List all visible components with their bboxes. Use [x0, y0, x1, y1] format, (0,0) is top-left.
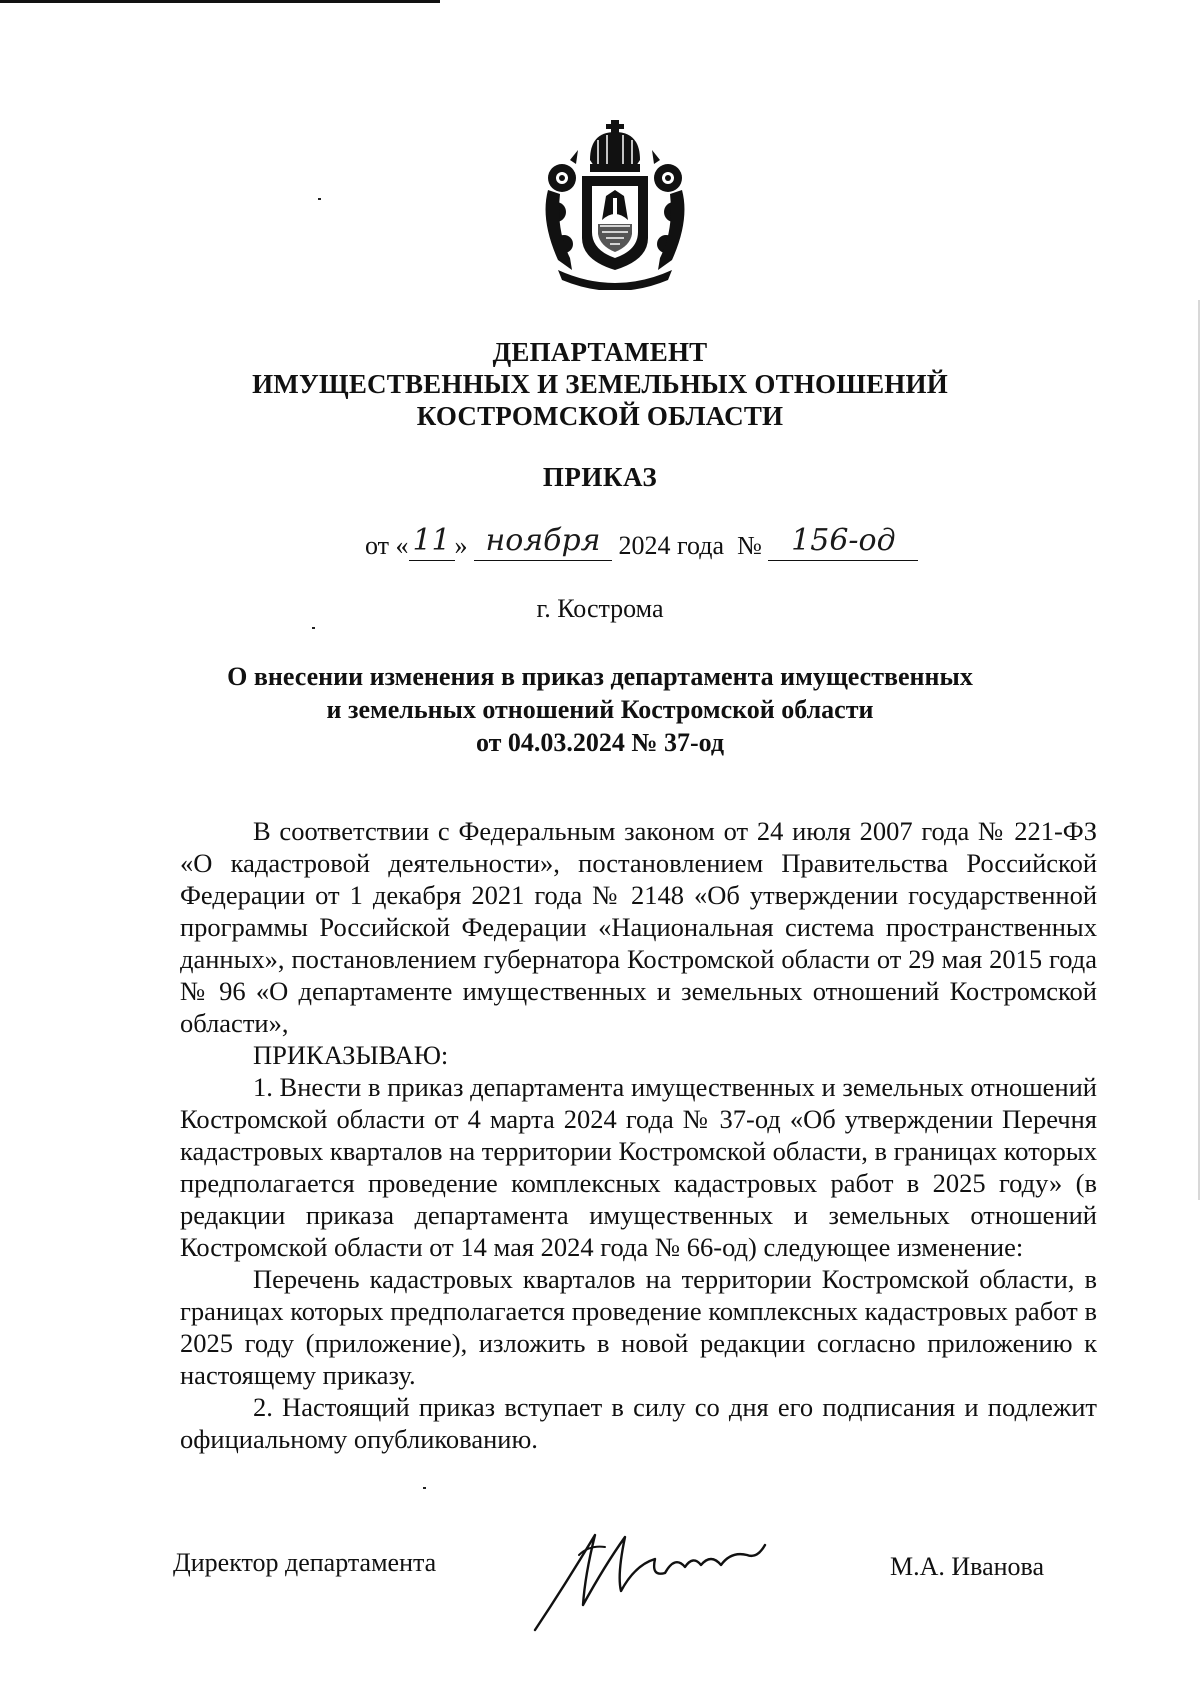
date-year: 2024 года: [618, 531, 725, 560]
header-line-2: ИМУЩЕСТВЕННЫХ И ЗЕМЕЛЬНЫХ ОТНОШЕНИЙ: [252, 369, 948, 399]
signatory-name: М.А. Иванова: [890, 1552, 1045, 1581]
handwritten-signature-icon: [525, 1525, 785, 1635]
date-day: 11: [412, 523, 451, 558]
date-prefix: от «: [365, 531, 409, 560]
signatory-title: Директор департамента: [173, 1548, 437, 1577]
scan-speck: [312, 627, 315, 629]
order-number-field: [768, 522, 918, 561]
department-header: [0, 336, 1200, 432]
order-body: [180, 815, 1097, 1455]
subject-line-2: и земельных отношений Костромской области: [326, 695, 874, 724]
date-month: ноября: [485, 523, 601, 558]
date-month-field: [474, 522, 612, 561]
number-sign: №: [737, 531, 762, 560]
order-subject: [0, 660, 1200, 759]
subject-line-1: О внесении изменения в приказ департамента имущественных: [227, 662, 973, 691]
date-line: [365, 522, 918, 562]
kostroma-coat-of-arms-icon: [540, 120, 690, 290]
order-number: 156-од: [791, 523, 896, 558]
order-title: ПРИКАЗ: [542, 462, 658, 492]
date-mid: »: [454, 531, 468, 560]
scan-top-rule: [0, 0, 440, 3]
scan-speck: [318, 198, 321, 200]
body-paragraph-3: Перечень кадастровых кварталов на территории Костромской области, в границах которых предполагается проведение комплексных кадастровых работ в 2025 году (приложение), изложить в новой редакции согласно приложению к настоящему приказу.: [180, 1264, 1097, 1390]
body-paragraph-4: 2. Настоящий приказ вступает в силу со дня его подписания и подлежит официальному опубликованию.: [180, 1392, 1097, 1454]
city: г. Кострома: [536, 594, 664, 623]
subject-line-3: от 04.03.2024 № 37-од: [475, 728, 725, 757]
body-paragraph-1: В соответствии с Федеральным законом от 24 июля 2007 года № 221-ФЗ «О кадастровой деятельности», постановлением Правительства Российской Федерации от 1 декабря 2021 года № 2148 «Об утверждении государственной программы Российской Федерации «Национальная система пространственных данных», постановлением губернатора Костромской области от 29 мая 2015 года № 96 «О департаменте имущественных и земельных отношений Костромской области»,: [180, 816, 1097, 1038]
scan-speck: [423, 1487, 426, 1489]
body-paragraph-2: 1. Внести в приказ департамента имущественных и земельных отношений Костромской области от 4 марта 2024 года № 37-од «Об утверждении Перечня кадастровых кварталов на территории Костромской области, в границах которых предполагается проведение комплексных кадастровых работ в 2025 году» (в редакции приказа департамента имущественных и земельных отношений Костромской области от 14 мая 2024 года № 66-од) следующее изменение:: [180, 1072, 1097, 1262]
date-day-field: [409, 522, 455, 561]
body-order-word: ПРИКАЗЫВАЮ:: [253, 1040, 449, 1070]
header-line-1: ДЕПАРТАМЕНТ: [492, 337, 708, 367]
header-line-3: КОСТРОМСКОЙ ОБЛАСТИ: [416, 401, 784, 431]
